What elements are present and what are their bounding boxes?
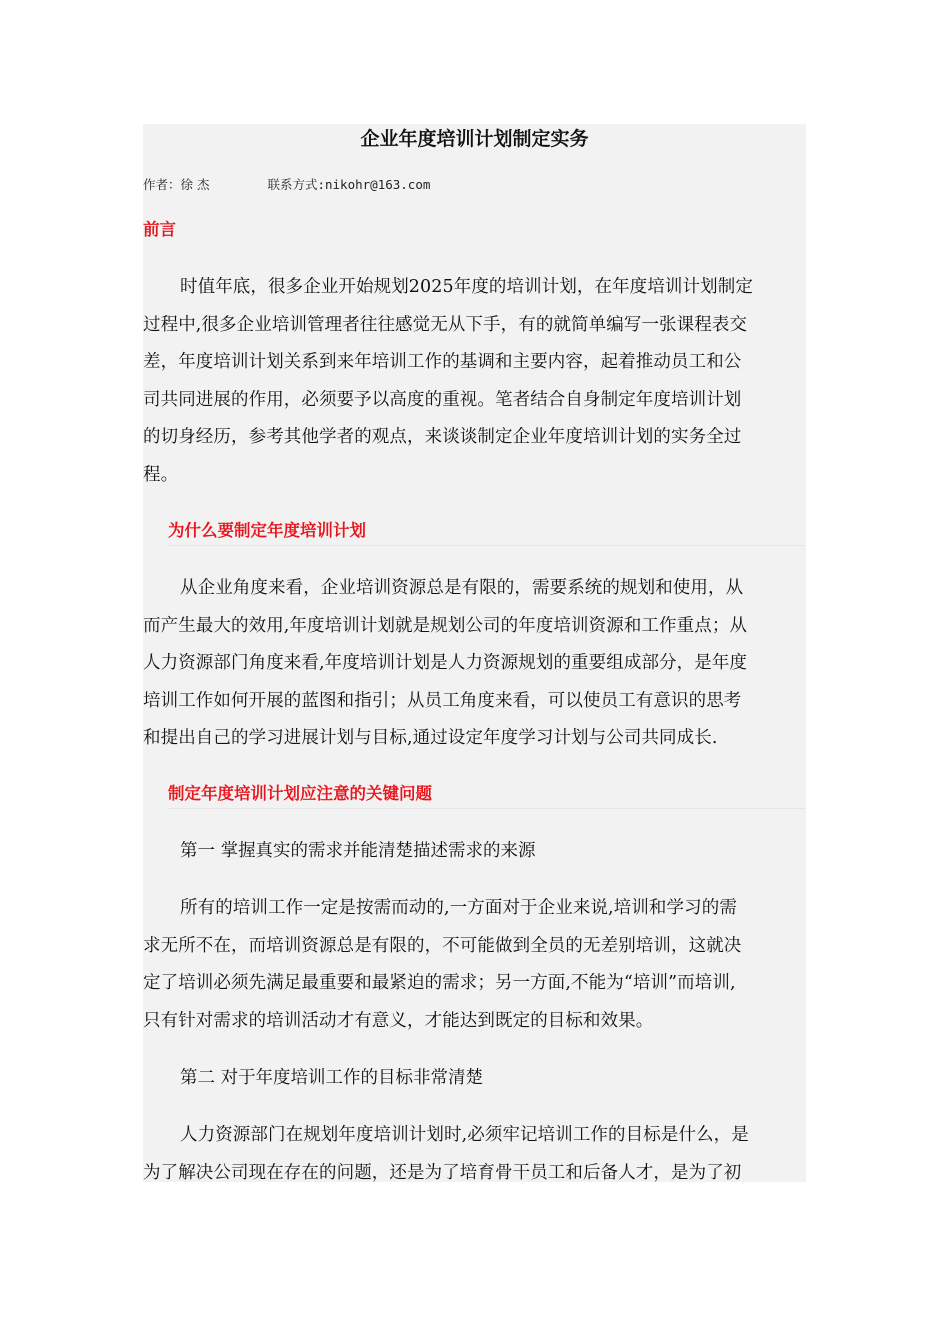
paragraph-line: 求无所不在，而培训资源总是有限的，不可能做到全员的无差别培训，这就决 [143, 935, 742, 956]
key-issues-heading: 制定年度培训计划应注意的关键问题 [168, 782, 806, 809]
paragraph-line: 定了培训必须先满足最重要和最紧迫的需求；另一方面,不能为“培训”而培训, [143, 973, 736, 993]
paragraph-line: 人力资源部门在规划年度培训计划时,必须牢记培训工作的目标是什么，是 [180, 1125, 749, 1145]
why-paragraph [143, 570, 806, 758]
paragraph-line: 而产生最大的效用,年度培训计划就是规划公司的年度培训资源和工作重点；从 [143, 615, 748, 636]
paragraph-line: 过程中,很多企业培训管理者往往感觉无从下手，有的就简单编写一张课程表交 [143, 314, 748, 335]
paragraph-line: 为了解决公司现在存在的问题，还是为了培育骨干员工和后备人才，是为了初 [143, 1162, 742, 1182]
document-page [143, 124, 806, 1182]
paragraph-line: 人力资源部门角度来看,年度培训计划是人力资源规划的重要组成部分，是年度 [143, 653, 748, 673]
paragraph-line: 的切身经历，参考其他学者的观点，来谈谈制定企业年度培训计划的实务全过 [143, 427, 742, 447]
contact-label: 联系方式:nikohr@163.com [267, 177, 431, 192]
paragraph-line: 司共同进展的作用，必须要予以高度的重视。笔者结合自身制定年度培训计划 [143, 389, 742, 410]
point-one-title: 第一 掌握真实的需求并能清楚描述需求的来源 [180, 841, 536, 861]
preface-paragraph [143, 269, 806, 494]
paragraph-line: 只有针对需求的培训活动才有意义，才能达到既定的目标和效果。 [143, 1010, 654, 1031]
preface-heading: 前言 [143, 220, 176, 239]
paragraph-line: 培训工作如何开展的蓝图和指引；从员工角度来看，可以使员工有意识的思考 [143, 690, 742, 711]
paragraph-line: 时值年底，很多企业开始规划2025年度的培训计划，在年度培训计划制定 [180, 277, 753, 297]
paragraph-line: 和提出自己的学习进展计划与目标,通过设定年度学习计划与公司共同成长. [143, 728, 718, 748]
author-line [143, 176, 430, 194]
paragraph-line: 差，年度培训计划关系到来年培训工作的基调和主要内容，起着推动员工和公 [143, 352, 742, 372]
author-label: 作者：徐 杰 [143, 177, 210, 192]
why-heading: 为什么要制定年度培训计划 [168, 519, 806, 546]
point-one-paragraph [143, 890, 806, 1040]
paragraph-line: 所有的培训工作一定是按需而动的,一方面对于企业来说,培训和学习的需 [180, 898, 737, 918]
paragraph-line: 程。 [143, 464, 179, 485]
point-two-paragraph [143, 1117, 806, 1182]
paragraph-line: 从企业角度来看，企业培训资源总是有限的，需要系统的规划和使用，从 [180, 578, 744, 598]
point-two-title: 第二 对于年度培训工作的目标非常清楚 [180, 1068, 484, 1088]
document-title: 企业年度培训计划制定实务 [360, 128, 589, 150]
